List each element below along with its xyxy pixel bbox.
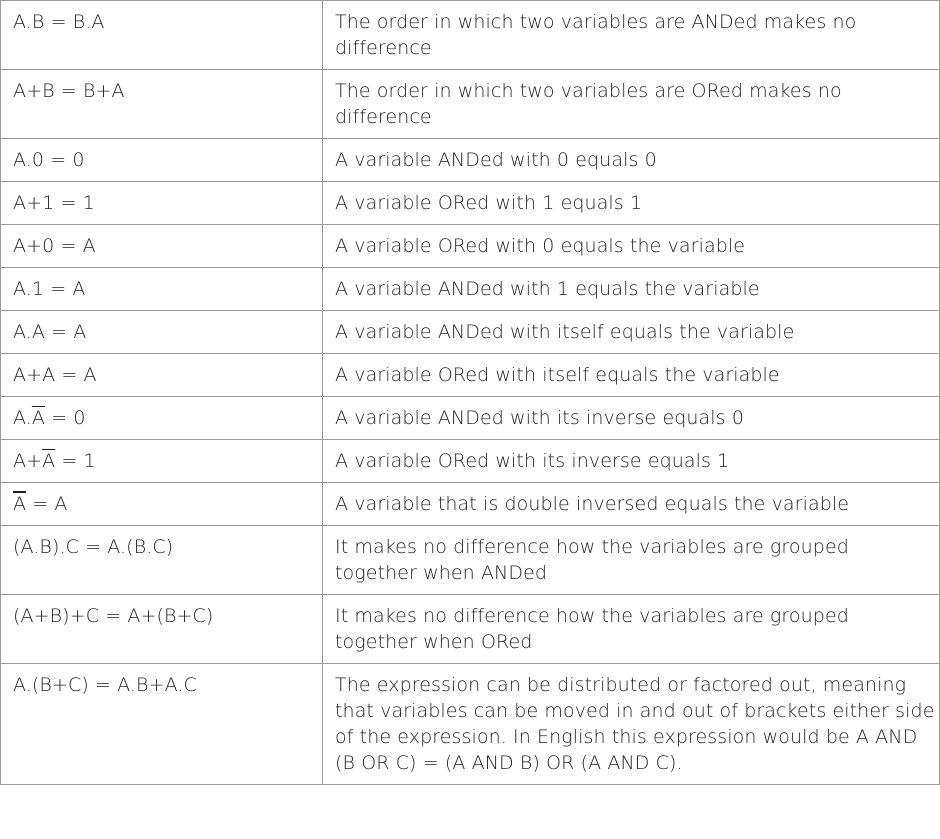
expression-text: = 0	[45, 407, 86, 429]
expression-cell	[1, 354, 323, 397]
inverted-variable: $\overline{A}$	[31, 407, 46, 429]
expression-text: A.	[13, 407, 32, 429]
table-row	[1, 440, 940, 483]
expression-cell	[1, 483, 323, 526]
table-row	[1, 397, 940, 440]
expression-text: A.0 = 0	[13, 149, 85, 171]
table-row	[1, 268, 940, 311]
expression-text: = A	[26, 493, 68, 515]
expression-cell	[1, 397, 323, 440]
expression-text: A.(B+C) = A.B+A.C	[13, 674, 197, 696]
description-cell: A variable ANDed with 0 equals 0	[323, 139, 940, 182]
expression-text: = 1	[55, 450, 96, 472]
expression-cell	[1, 1, 323, 70]
table-row	[1, 1, 940, 70]
expression-cell	[1, 70, 323, 139]
description-cell: A variable ANDed with itself equals the variable	[323, 311, 940, 354]
description-cell: A variable ORed with its inverse equals 1	[323, 440, 940, 483]
description-cell: The order in which two variables are ORed makes no difference	[323, 70, 940, 139]
expression-text: A+	[13, 450, 43, 472]
table-row	[1, 311, 940, 354]
expression-text: A+1 = 1	[13, 192, 95, 214]
table-row	[1, 526, 940, 595]
expression-text: A+A = A	[13, 364, 97, 386]
description-cell: The expression can be distributed or factored out, meaning that variables can be moved in and out of brackets either side of the expression. In English this expression would be A AND (B OR C) = (A AND B) OR (A AND C).	[323, 664, 940, 785]
description-cell: It makes no difference how the variables are grouped together when ANDed	[323, 526, 940, 595]
description-cell: A variable ORed with 0 equals the variable	[323, 225, 940, 268]
expression-text: A+0 = A	[13, 235, 96, 257]
expression-cell	[1, 225, 323, 268]
inverted-variable: $\overline{A}$	[42, 450, 56, 472]
expression-cell	[1, 526, 323, 595]
expression-cell	[1, 311, 323, 354]
description-cell: A variable that is double inversed equals the variable	[323, 483, 940, 526]
expression-cell	[1, 182, 323, 225]
table-row	[1, 483, 940, 526]
expression-text: A.1 = A	[13, 278, 86, 300]
table-row	[1, 354, 940, 397]
description-cell: It makes no difference how the variables are grouped together when ORed	[323, 595, 940, 664]
table-row	[1, 225, 940, 268]
expression-text: (A.B).C = A.(B.C)	[13, 536, 174, 558]
description-cell: A variable ANDed with its inverse equals 0	[323, 397, 940, 440]
description-cell: A variable ORed with itself equals the variable	[323, 354, 940, 397]
expression-cell	[1, 440, 323, 483]
expression-cell	[1, 664, 323, 785]
expression-text: A.A = A	[13, 321, 87, 343]
expression-cell	[1, 139, 323, 182]
double-inverted-variable: $\overline{A}$	[13, 493, 27, 515]
table-row	[1, 182, 940, 225]
table-row	[1, 595, 940, 664]
description-cell: A variable ANDed with 1 equals the variable	[323, 268, 940, 311]
expression-cell	[1, 595, 323, 664]
expression-text: (A+B)+C = A+(B+C)	[13, 605, 214, 627]
expression-text: A+B = B+A	[13, 80, 125, 102]
description-cell: The order in which two variables are ANDed makes no difference	[323, 1, 940, 70]
expression-text: A.B = B.A	[13, 11, 105, 33]
expression-cell	[1, 268, 323, 311]
table-row	[1, 70, 940, 139]
table-row	[1, 139, 940, 182]
description-cell: A variable ORed with 1 equals 1	[323, 182, 940, 225]
table-row	[1, 664, 940, 785]
